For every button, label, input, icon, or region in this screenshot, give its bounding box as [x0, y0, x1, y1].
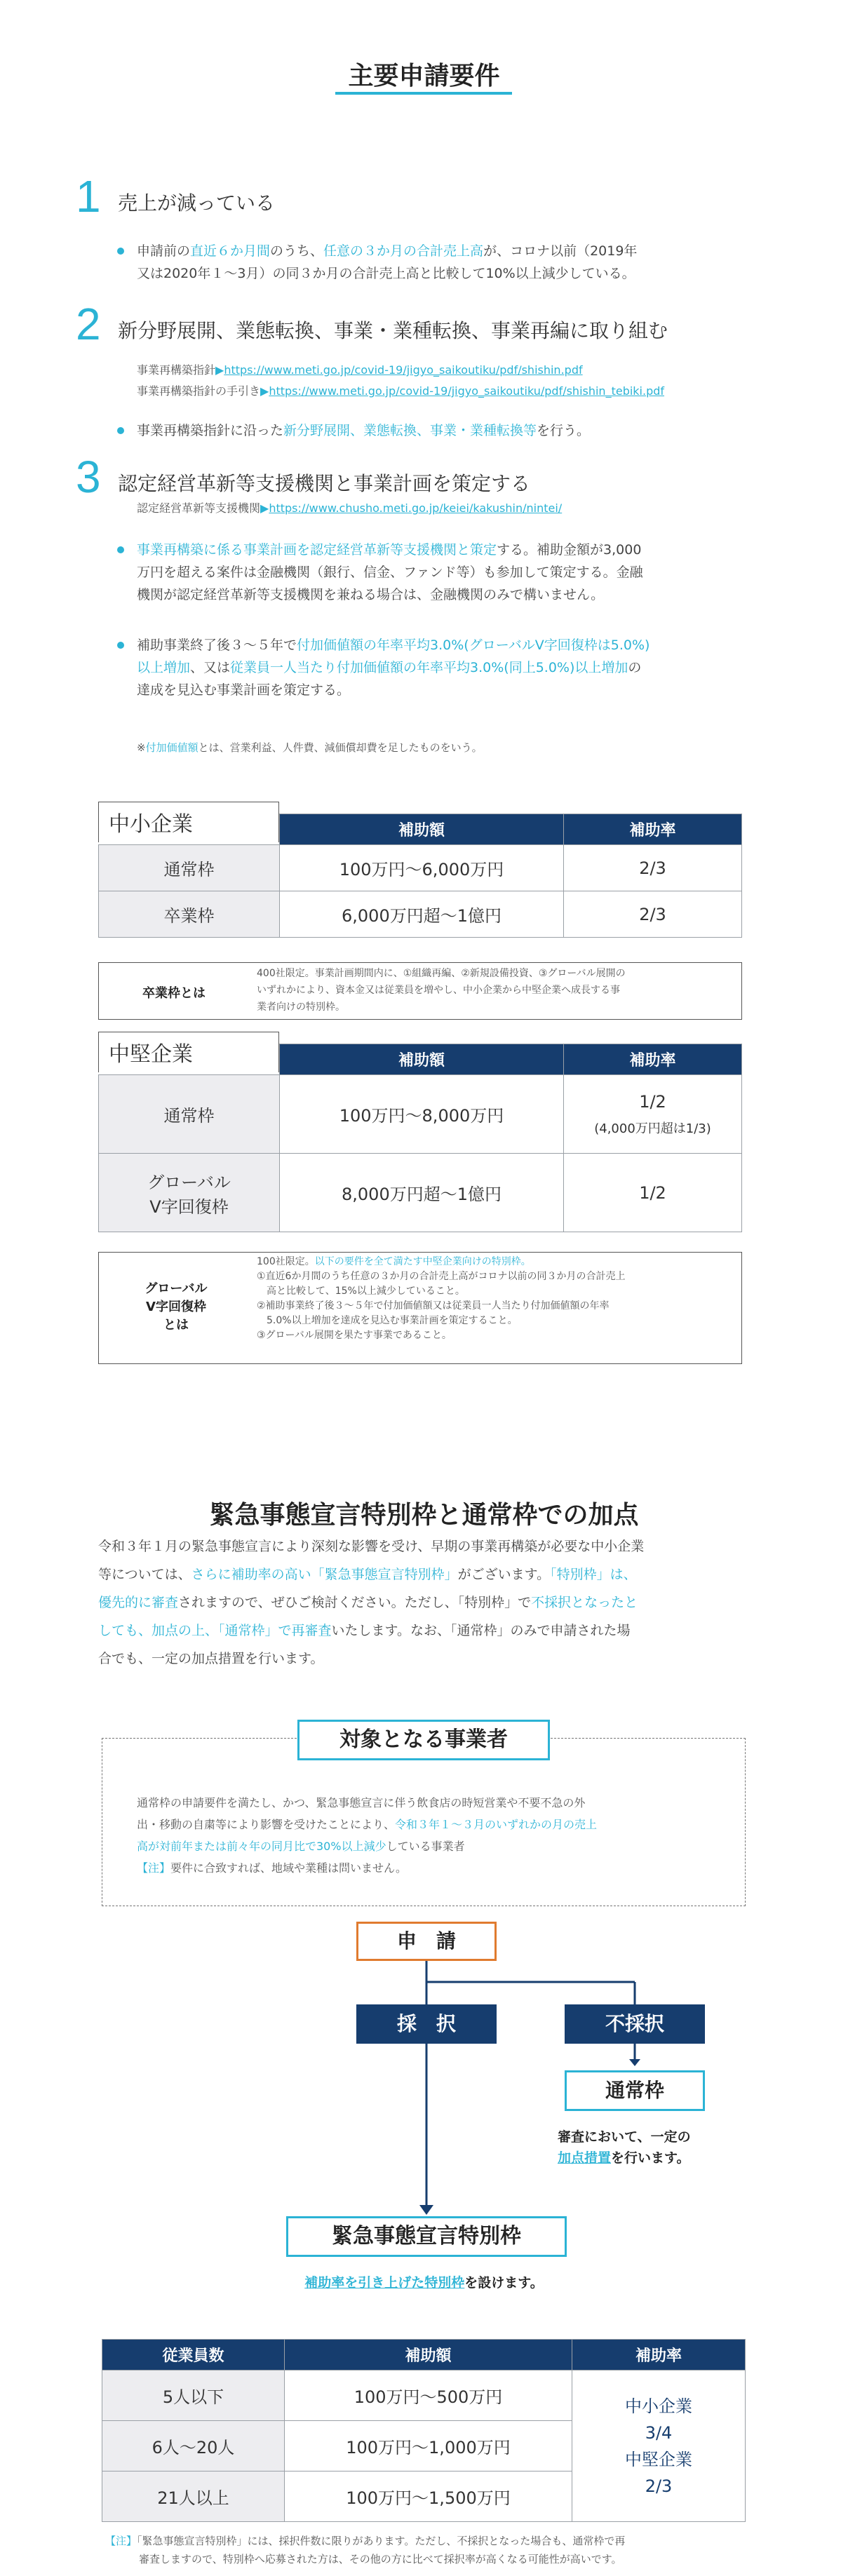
- req-title-3: 認定経営革新等支援機関と事業計画を策定する: [118, 472, 531, 495]
- target-title: 対象となる事業者: [297, 1720, 550, 1760]
- reject-box: 不採択: [565, 2004, 705, 2044]
- mid-header-amount: 補助額: [280, 1044, 564, 1075]
- req-number-2: 2: [76, 299, 101, 349]
- sme-table: 補助額 補助率 通常枠 100万円～6,000万円 2/3 卒業枠 6,000万円超～1億円 2/3: [98, 814, 742, 938]
- req-number-1: 1: [76, 171, 101, 222]
- sme-label: 中小企業: [98, 802, 279, 842]
- target-text: 通常枠の申請要件を満たし、かつ、緊急事態宣言に伴う飲食店の時短営業や不要不急の外 出・移動の自粛等により影響を受けたことにより、令和３年１～３月のいずれかの月の売上 高が対前年または前々年の同月比で30%以上減少している事業者 【注】要件に合致すれば、地域や業種は問いません。: [137, 1796, 598, 1875]
- special-footnote: 【注】「緊急事態宣言特別枠」には、採択件数に限りがあります。ただし、不採択となった場合も、通常枠で再 審査しますので、特別枠へ応募された方は、その他の方に比べて採択率が高くなる可能性が高いです。: [105, 2535, 626, 2565]
- mid-row-normal: 通常枠: [99, 1075, 280, 1154]
- sme-header-amount: 補助額: [280, 814, 564, 845]
- global-v-note: [98, 1252, 742, 1364]
- req1-bullet: 申請前の直近６か月間のうち、任意の３か月の合計売上高が、コロナ以前（2019年 又は2020年１～3月）の同３か月の合計売上高と比較して10%以上減少している。: [137, 240, 754, 285]
- req2-bullet: 事業再構築指針に沿った新分野展開、業態転換、事業・業種転換等を行う。: [137, 419, 754, 442]
- guideline-handbook-link[interactable]: https://www.meti.go.jp/covid-19/jigyo_saikoutiku/pdf/shishin_tebiki.pdf: [269, 384, 665, 398]
- adopt-box: 採 択: [356, 2004, 497, 2044]
- special-frame-box: 緊急事態宣言特別枠: [286, 2216, 567, 2257]
- req-title-2: 新分野展開、業態転換、事業・業種転換、事業再編に取り組む: [118, 319, 668, 342]
- graduation-label: 卒業枠とは: [142, 986, 206, 1001]
- global-v-text: 100社限定。以下の要件を全て満たす中堅企業向けの特別枠。 ①直近6か月間のうち任意の３か月の合計売上高がコロナ以前の同３か月の合計売上 高と比較して、15%以上減少していること。 ②補助事業終了後３～５年で付加価値額又は従業員一人当たり付加価値額の年率 5.0%以上増加を達成を見込む事業計画を策定すること。 ③グローバル展開を果たす事業であること。: [257, 1256, 626, 1341]
- support-agency-link-line: 認定経営革新等支援機関▶https://www.chusho.meti.go.jp/keiei/kakushin/nintei/: [137, 501, 563, 515]
- mid-header-rate: 補助率: [564, 1044, 742, 1075]
- guideline-link-line: 事業再構築指針▶https://www.meti.go.jp/covid-19/jigyo_saikoutiku/pdf/shishin.pdf: [137, 363, 583, 377]
- normal-frame-box: 通常枠: [565, 2070, 705, 2111]
- sme-row-normal: 通常枠: [99, 845, 280, 891]
- req3-bullet-2: 補助事業終了後３～５年で付加価値額の年率平均3.0%(グローバルV字回復枠は5.0%) 以上増加、又は従業員一人当たり付加価値額の年率平均3.0%(同上5.0%)以上増加の 達成を見込む事業計画を策定する。: [137, 634, 754, 701]
- req-number-3: 3: [76, 452, 101, 502]
- support-agency-link[interactable]: https://www.chusho.meti.go.jp/keiei/kakushin/nintei/: [269, 501, 563, 515]
- req-title-1: 売上が減っている: [118, 191, 276, 215]
- value-added-note: ※付加価値額とは、営業利益、人件費、減価償却費を足したものをいう。: [137, 741, 483, 754]
- emergency-title: 緊急事態宣言特別枠と通常枠での加点: [209, 1501, 639, 1530]
- graduation-note: [98, 962, 742, 1020]
- sme-header-rate: 補助率: [564, 814, 742, 845]
- special-table: 従業員数 補助額 補助率 5人以下 100万円～500万円 中小企業 3/4 中堅企業 2/3 6人～20人 100万円～1,000万円 21人以上 100万円～1,500万円: [102, 2339, 746, 2522]
- emergency-paragraph: 令和３年１月の緊急事態宣言により深刻な影響を受け、早期の事業再構築が必要な中小企業 等については、さらに補助率の高い「緊急事態宣言特別枠」がございます。「特別枠」は、 優先的に審査されますので、ぜひご検討ください。ただし、「特別枠」で不採択となったと しても、加点の上、「通常枠」で再審査いたします。なお、「通常枠」のみで申請された場 合でも、一定の加点措置を行います。: [98, 1539, 645, 1666]
- mid-table: 補助額 補助率 通常枠 100万円～8,000万円 1/2 (4,000万円超は1/3) グローバル V字回復枠 8,000万円超～1億円 1/2: [98, 1044, 742, 1232]
- mid-label: 中堅企業: [98, 1032, 279, 1072]
- req3-bullet-1: 事業再構築に係る事業計画を認定経営革新等支援機関と策定する。補助金額が3,000 万円を超える案件は金融機関（銀行、信金、ファンド等）も参加して策定する。金融 機関が認定経営革新等支援機関を兼ねる場合は、金融機関のみで構いません。: [137, 539, 754, 606]
- mid-row-global: グローバル V字回復枠: [99, 1154, 280, 1232]
- guideline-link[interactable]: https://www.meti.go.jp/covid-19/jigyo_saikoutiku/pdf/shishin.pdf: [224, 363, 583, 377]
- normal-frame-note: 審査において、一定の 加点措置を行います。: [558, 2129, 691, 2166]
- global-v-label: グローバル V字回復枠 とは: [144, 1281, 208, 1333]
- special-frame-note: 補助率を引き上げた特別枠を設けます。: [304, 2275, 544, 2291]
- guideline-handbook-link-line: 事業再構築指針の手引き▶https://www.meti.go.jp/covid-19/jigyo_saikoutiku/pdf/shishin_tebiki.pdf: [137, 384, 665, 398]
- title-underline: [335, 92, 512, 95]
- graduation-text: 400社限定。事業計画期間内に、①組織再編、②新規設備投資、③グローバル展開の いずれかにより、資本金又は従業員を増やし、中小企業から中堅企業へ成長する事 業者向けの特別枠。: [257, 968, 626, 1013]
- sme-row-graduation: 卒業枠: [99, 891, 280, 938]
- page-title: 主要申請要件: [348, 62, 500, 90]
- apply-box: 申 請: [356, 1922, 497, 1961]
